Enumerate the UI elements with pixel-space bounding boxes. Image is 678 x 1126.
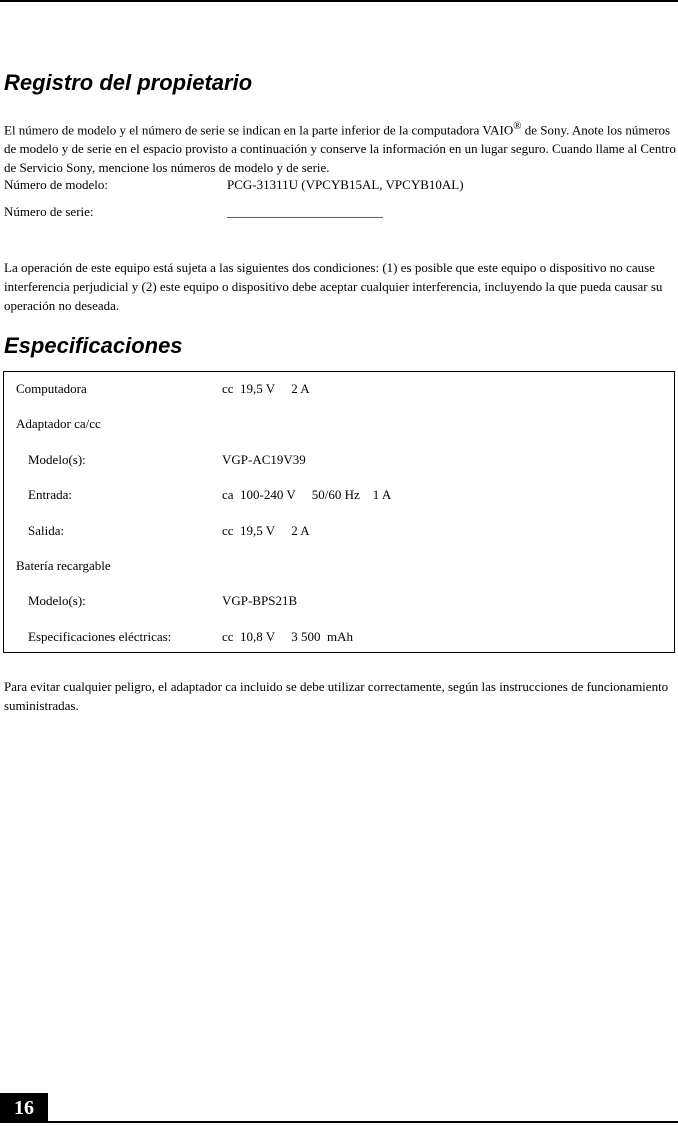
model-number-value: PCG-31311U (VPCYB15AL, VPCYB10AL) bbox=[227, 177, 464, 192]
spec-label: Salida: bbox=[28, 523, 65, 538]
spec-label: Computadora bbox=[16, 381, 87, 396]
spec-value: ca 100-240 V 50/60 Hz 1 A bbox=[222, 487, 392, 502]
safety-warning-text: Para evitar cualquier peligro, el adaptador ca incluido se debe utilizar correctamente, según las instrucciones de funcionamiento suministradas. bbox=[4, 679, 669, 713]
spec-label: Entrada: bbox=[28, 487, 73, 502]
page-number: 16 bbox=[0, 1093, 48, 1123]
intro-text-start: El número de modelo y el número de serie se indican en la parte inferior de la computadora VAIO bbox=[4, 122, 514, 138]
owner-record-intro bbox=[4, 117, 678, 177]
top-rule bbox=[0, 0, 678, 2]
spec-label: Modelo(s): bbox=[28, 452, 86, 467]
owner-record-heading: Registro del propietario bbox=[4, 70, 253, 95]
spec-section-label: Batería recargable bbox=[16, 558, 111, 573]
spec-value: cc 19,5 V 2 A bbox=[222, 523, 310, 538]
spec-section-label: Adaptador ca/cc bbox=[16, 416, 101, 431]
footer-rule bbox=[0, 1121, 678, 1123]
intro-text-end: de Sony. Anote los números de modelo y de serie en el espacio provisto a continuación y conserve la información en un lugar seguro. Cuando llame al Centro de Servicio Sony, mencione los números de modelo y de serie. bbox=[4, 122, 676, 176]
serial-number-label: Número de serie: bbox=[4, 204, 94, 219]
spec-value: cc 10,8 V 3 500 mAh bbox=[222, 629, 353, 644]
specifications-table bbox=[3, 371, 675, 653]
specifications-heading: Especificaciones bbox=[4, 333, 183, 358]
spec-value: VGP-BPS21B bbox=[222, 593, 298, 608]
spec-label: Modelo(s): bbox=[28, 593, 86, 608]
operating-conditions-text: La operación de este equipo está sujeta a las siguientes dos condiciones: (1) es posible que este equipo o dispositivo no cause interferencia perjudicial y (2) este equipo o dispositivo debe aceptar cualquier interferencia, incluyendo la que pueda causar su operación no deseada. bbox=[4, 260, 663, 313]
spec-label: Especificaciones eléctricas: bbox=[28, 629, 172, 644]
spec-value: cc 19,5 V 2 A bbox=[222, 381, 310, 396]
serial-number-blank: ________________________ bbox=[227, 204, 383, 219]
spec-value: VGP-AC19V39 bbox=[222, 452, 306, 467]
registered-mark: ® bbox=[513, 120, 522, 132]
model-number-label: Número de modelo: bbox=[4, 177, 108, 192]
